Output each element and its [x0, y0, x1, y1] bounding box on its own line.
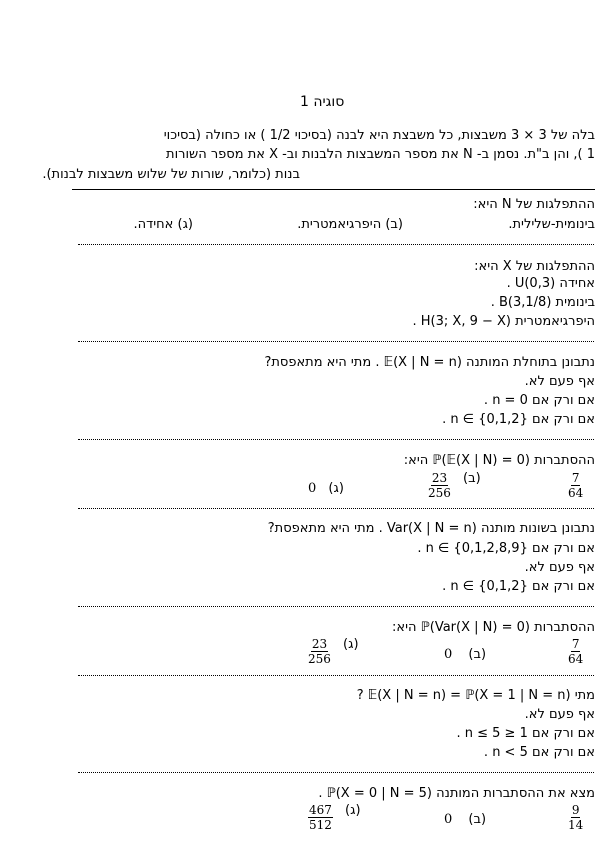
q4-prompt: ההסתברות ℙ(𝔼(X | N) = 0) היא:	[403, 453, 595, 468]
fraction-denominator: 512	[309, 818, 332, 832]
section-title: סוגיה 1	[300, 94, 345, 110]
q8-option-c	[308, 803, 361, 832]
fraction-denominator: 256	[428, 486, 451, 500]
q6-option-b	[444, 647, 486, 662]
dotted-divider	[78, 244, 595, 245]
q3-prompt: נתבונן בתוחלת המותנה 𝔼(X | N = n) . מתי היא מתאפסת?	[264, 355, 595, 370]
intro-line-2: 1 ), והן ב"ת. נסמן ב- N את מספר המשבצות הלבנות וב- X את מספר השורות	[166, 147, 595, 162]
dotted-divider	[78, 341, 595, 342]
q1-option-b: (ב) היפרגיאמטרית.	[297, 217, 403, 232]
q5-option-c: אם ורק אם n ∈ {0,1,2} .	[442, 579, 595, 594]
dotted-divider	[78, 772, 595, 773]
option-value: 0	[308, 481, 317, 496]
option-label: (ב)	[463, 471, 481, 486]
q7-prompt: מתי 𝔼(X | N = n) = ℙ(X = 1 | N = n) ?	[356, 688, 595, 703]
option-label: (ב)	[468, 647, 487, 662]
fraction-numerator: 7	[571, 637, 580, 651]
option-label: (ג)	[328, 481, 344, 496]
dotted-divider	[78, 675, 595, 676]
q8-option-b	[444, 812, 486, 827]
fraction-numerator: 23	[431, 471, 448, 485]
q3-option-c: אם ורק אם n ∈ {0,1,2} .	[442, 412, 595, 427]
q2-option-c: היפרגיאמטרית H(3; X, 9 − X) .	[412, 314, 595, 329]
fraction-numerator: 23	[311, 637, 328, 651]
q1-prompt: ההתפלגות של N היא:	[473, 197, 595, 212]
q7-option-b: אם ורק אם 1 ≤ n ≤ 5 .	[456, 726, 595, 741]
q2-option-b: בינומית B(3,1/8) .	[490, 295, 595, 310]
fraction-denominator: 64	[568, 486, 584, 500]
q3-option-a: אף פעם לא.	[524, 374, 595, 389]
q5-option-a: אם ורק אם n ∈ {0,1,2,8,9} .	[417, 541, 595, 556]
q6-option-c	[308, 637, 359, 666]
q6-option-a	[568, 637, 583, 666]
fraction-denominator: 14	[568, 818, 584, 832]
option-value: 0	[444, 647, 453, 662]
q8-prompt: מצא את ההסתברות המותנה ℙ(X = 0 | N = 5) .	[318, 786, 595, 801]
q3-option-b: אם ורק אם n = 0 .	[483, 393, 595, 408]
separator	[72, 189, 595, 190]
q2-option-a: אחידה U(0,3) .	[506, 276, 595, 291]
option-value: 0	[444, 812, 453, 827]
dotted-divider	[78, 508, 595, 509]
q5-option-b: אף פעם לא.	[524, 560, 595, 575]
fraction-denominator: 64	[568, 652, 584, 666]
intro-line-3: בנות (כלומר, שורות של שלוש משבצות לבנות).	[42, 167, 300, 182]
option-label: (ג)	[343, 637, 359, 652]
fraction-numerator: 7	[571, 471, 580, 485]
q6-prompt: ההסתברות ℙ(Var(X | N) = 0) היא:	[392, 620, 595, 635]
option-label: (ג)	[345, 803, 361, 818]
dotted-divider	[78, 439, 595, 440]
q8-option-a	[568, 803, 583, 832]
intro-line-1: בלה של 3 × 3 משבצות, כל משבצת היא לבנה (בסיכוי 1/2 ) או כחולה (בסיכוי	[163, 128, 595, 143]
q2-prompt: ההתפלגות של X היא:	[474, 259, 595, 274]
fraction-denominator: 256	[308, 652, 331, 666]
q1-option-c: (ג) אחידה.	[133, 217, 193, 232]
fraction-numerator: 467	[309, 803, 332, 817]
q5-prompt: נתבונן בשונות מותנה Var(X | N = n) . מתי היא מתאפסת?	[267, 521, 595, 536]
q7-option-a: אף פעם לא.	[524, 707, 595, 722]
q4-option-b	[428, 471, 481, 500]
dotted-divider	[78, 606, 595, 607]
q4-option-c	[308, 481, 344, 496]
q4-option-a	[568, 471, 583, 500]
q1-option-a: בינומית-שלילית.	[508, 217, 595, 232]
q7-option-c: אם ורק אם n < 5 .	[483, 745, 595, 760]
option-label: (ב)	[468, 812, 487, 827]
fraction-numerator: 9	[571, 803, 580, 817]
